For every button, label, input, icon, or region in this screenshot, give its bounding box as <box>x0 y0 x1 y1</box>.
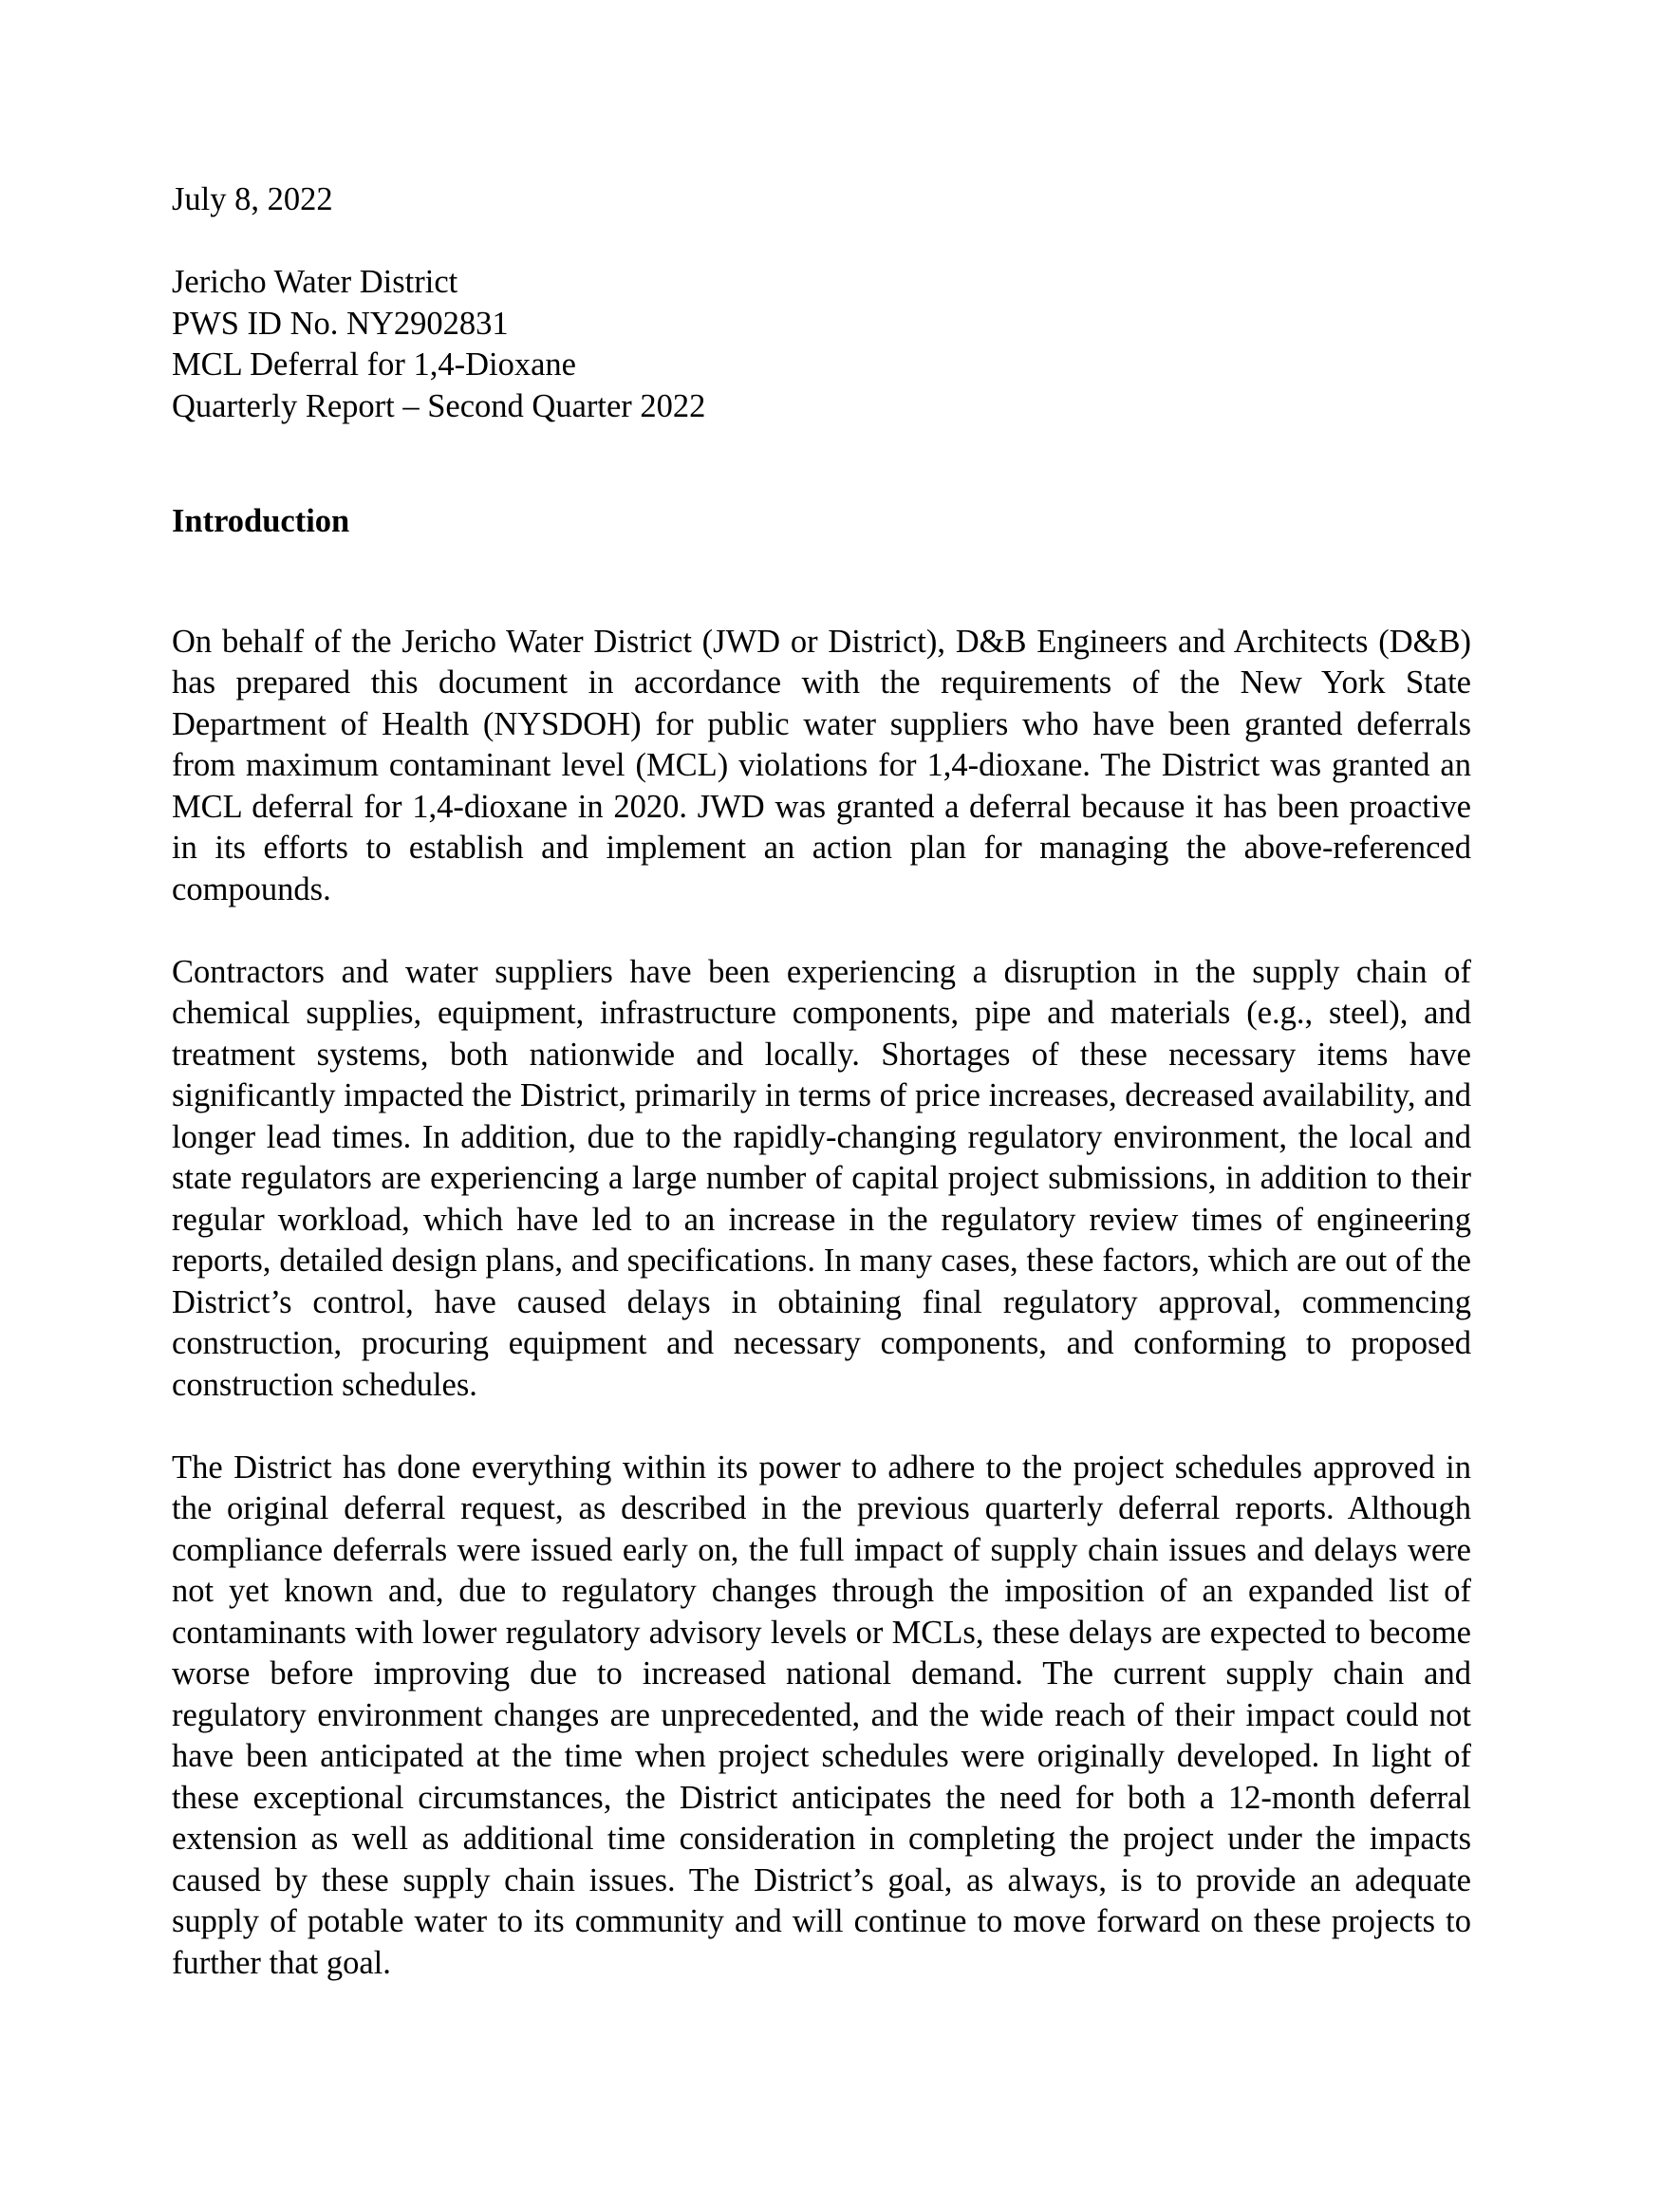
header-line-organization: Jericho Water District <box>172 264 458 300</box>
paragraph-supply-chain-disruption: Contractors and water suppliers have been experiencing a disruption in the supply chain of chemical supplies, equipment, infrastructure components, pipe and materials (e.g., steel), and treatment systems, both nationwide and locally. Shortages of these necessary items have significantly impacted the District, primarily in terms of price increases, decreased availability, and longer lead times. In addition, due to the rapidly-changing regulatory environment, the local and state regulators are experiencing a large number of capital project submissions, in addition to their regular workload, which have led to an increase in the regulatory review times of engineering reports, detailed design plans, and specifications. In many cases, these factors, which are out of the District’s control, have caused delays in obtaining final regulatory approval, commencing construction, procuring equipment and necessary components, and conforming to proposed construction schedules. <box>172 953 1471 1403</box>
paragraph-deferral-extension-request: The District has done everything within its power to adhere to the project schedules approved in the original deferral request, as described in the previous quarterly deferral reports. Although compliance deferrals were issued early on, the full impact of supply chain issues and delays were not yet known and, due to regulatory changes through the imposition of an expanded list of contaminants with lower regulatory advisory levels or MCLs, these delays are expected to become worse before improving due to increased national demand. The current supply chain and regulatory environment changes are unprecedented, and the wide reach of their impact could not have been anticipated at the time when project schedules were originally developed. In light of these exceptional circumstances, the District anticipates the need for both a 12-month deferral extension as well as additional time consideration in completing the project under the impacts caused by these supply chain issues. The District’s goal, as always, is to provide an adequate supply of potable water to its community and will continue to move forward on these projects to further that goal. <box>172 1449 1471 1981</box>
paragraph-behalf-statement: On behalf of the Jericho Water District (JWD or District), D&B Engineers and Architects (D&B) has prepared this document in accordance with the requirements of the New York State Department of Health (NYSDOH) for public water suppliers who have been granted deferrals from maximum contaminant level (MCL) violations for 1,4-dioxane. The District was granted an MCL deferral for 1,4-dioxane in 2020. JWD was granted a deferral because it has been proactive in its efforts to establish and implement an action plan for managing the above-referenced compounds. <box>172 623 1471 907</box>
header-line-pws-id: PWS ID No. NY2902831 <box>172 305 509 342</box>
header-block <box>172 262 1471 427</box>
header-line-report-period: Quarterly Report – Second Quarter 2022 <box>172 387 706 424</box>
section-heading-introduction: Introduction <box>172 503 350 539</box>
date-line: July 8, 2022 <box>172 181 333 217</box>
header-line-subject: MCL Deferral for 1,4-Dioxane <box>172 346 576 383</box>
